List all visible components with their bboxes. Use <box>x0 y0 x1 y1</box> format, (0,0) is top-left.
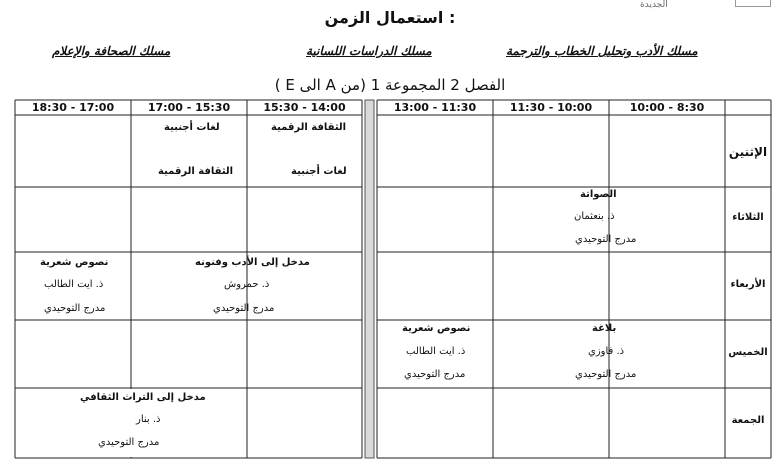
thu-am-course: بلاغة <box>592 323 617 334</box>
fri-course: مدخل إلى التراث الثقافي <box>80 392 206 403</box>
semester-group-subtitle: الفصل 2 المجموعة 1 (من A الى E ) <box>274 76 506 94</box>
thu-am-prof: ذ. فاوزي <box>588 346 625 357</box>
day-thursday: الخميس <box>728 347 768 358</box>
tue-course: الصواتة <box>580 189 617 200</box>
mon-1530-top: لغات أجنبية <box>164 122 220 133</box>
header-1130-1300: 13:00 - 11:30 <box>393 101 477 114</box>
corner-label: الجديدة <box>640 0 668 10</box>
tue-prof: ذ. بنعثمان <box>574 211 615 222</box>
day-monday: الإثنين <box>728 145 768 159</box>
wed-pm-room: مدرج التوحيدي <box>213 303 275 314</box>
page-title: استعمال الزمن : <box>324 8 456 27</box>
thu-1130-room: مدرج التوحيدي <box>404 369 466 380</box>
fri-room: مدرج التوحيدي <box>98 437 160 448</box>
day-friday: الجمعة <box>731 415 765 426</box>
wed-pm-course: مدخل إلى الأدب وفنونه <box>195 257 310 268</box>
header-1700-1830: 18:30 - 17:00 <box>31 101 115 114</box>
wed-1700-room: مدرج التوحيدي <box>44 303 106 314</box>
tue-room: مدرج التوحيدي <box>575 234 637 245</box>
header-0830-1000: 10:00 - 8:30 <box>629 101 705 114</box>
thu-1130-course: نصوص شعرية <box>402 323 471 334</box>
wed-1700-course: نصوص شعرية <box>40 257 109 268</box>
thu-am-room: مدرج التوحيدي <box>575 369 637 380</box>
track-journalism: مسلك الصحافة والإعلام <box>52 44 171 58</box>
header-1400-1530: 15:30 - 14:00 <box>263 101 346 114</box>
mon-1530-bottom: الثقافة الرقمية <box>158 166 234 177</box>
wed-1700-prof: ذ. ايت الطالب <box>44 279 104 290</box>
mon-1400-top: الثقافة الرقمية <box>271 122 347 133</box>
day-wednesday: الأربعاء <box>730 279 766 290</box>
track-linguistics: مسلك الدراسات اللسانية <box>306 44 432 58</box>
mon-1400-bottom: لغات أجنبية <box>291 166 347 177</box>
header-1000-1130: 11:30 - 10:00 <box>509 101 593 114</box>
day-tuesday: الثلاثاء <box>732 212 764 223</box>
header-1530-1700: 17:00 - 15:30 <box>147 101 231 114</box>
track-literature: مسلك الأدب وتحليل الخطاب والترجمة <box>506 44 698 58</box>
wed-pm-prof: ذ. حمروش <box>224 279 270 290</box>
fri-prof: ذ. بنار <box>136 414 161 425</box>
thu-1130-prof: ذ. ايت الطالب <box>406 346 466 357</box>
